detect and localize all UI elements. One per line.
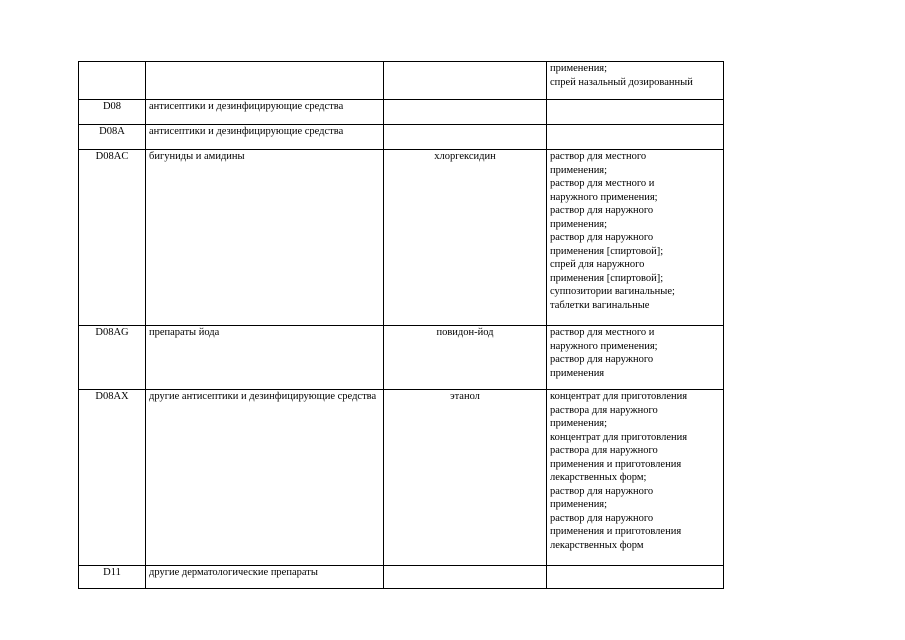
dosage-form-line: раствор для наружного — [550, 354, 654, 365]
dosage-form-line: применения и приготовления — [550, 526, 682, 537]
dosage-form-line: наружного применения; — [550, 340, 658, 352]
anatomical-group-cell: антисептики и дезинфицирующие средства — [146, 125, 384, 150]
dosage-form-line: раствор для местного и — [550, 178, 655, 189]
dosage-form-line: суппозитории вагинальные; — [550, 286, 675, 297]
dosage-form-line: применения; — [550, 499, 608, 510]
dosage-form-line: применения и приготовления — [550, 458, 682, 470]
atc-code-cell: D08AX — [79, 390, 146, 566]
drug-name-cell — [384, 566, 547, 589]
anatomical-group-cell: препараты йода — [146, 326, 384, 390]
dosage-form-line: спрей для наружного — [550, 259, 645, 270]
dosage-form-line: раствор для наружного — [550, 205, 654, 216]
anatomical-group-cell — [146, 62, 384, 100]
table-row — [79, 100, 724, 125]
dosage-form-line: применения; — [550, 218, 608, 230]
atc-code-cell: D11 — [79, 566, 146, 589]
table-row — [79, 150, 724, 326]
dosage-forms-cell — [547, 326, 724, 390]
dosage-form-line: лекарственных форм — [550, 539, 644, 551]
drug-name-cell — [384, 100, 547, 125]
dosage-forms-cell — [547, 125, 724, 150]
dosage-form-line: раствора для наружного — [550, 445, 658, 456]
dosage-form-line: концентрат для приготовления — [550, 391, 688, 402]
dosage-form-line: спрей назальный дозированный — [550, 76, 693, 88]
atc-code-cell — [79, 62, 146, 100]
dosage-form-line: раствор для местного и — [550, 327, 655, 338]
drug-classification-table — [78, 61, 724, 589]
table-row — [79, 62, 724, 100]
anatomical-group-cell: другие антисептики и дезинфицирующие средства — [146, 390, 384, 566]
dosage-form-line: применения — [550, 367, 605, 379]
dosage-form-line: раствора для наружного — [550, 404, 658, 416]
anatomical-group-cell: бигуниды и амидины — [146, 150, 384, 326]
dosage-form-line: наружного применения; — [550, 191, 658, 203]
dosage-forms-cell — [547, 566, 724, 589]
table-body — [79, 62, 724, 589]
table-row — [79, 390, 724, 566]
anatomical-group-cell: антисептики и дезинфицирующие средства — [146, 100, 384, 125]
atc-code-cell: D08AC — [79, 150, 146, 326]
drug-name-cell — [384, 62, 547, 100]
dosage-form-line: концентрат для приготовления — [550, 431, 688, 443]
atc-code-cell: D08A — [79, 125, 146, 150]
dosage-form-line: применения; — [550, 418, 608, 429]
drug-name-cell: повидон-йод — [384, 326, 547, 390]
drug-name-cell — [384, 125, 547, 150]
dosage-form-line: раствор для наружного — [550, 485, 654, 497]
table-row — [79, 125, 724, 150]
dosage-forms-cell — [547, 390, 724, 566]
drug-name-cell: этанол — [384, 390, 547, 566]
drug-name-cell: хлоргексидин — [384, 150, 547, 326]
dosage-form-line: применения; — [550, 63, 608, 74]
dosage-form-line: таблетки вагинальные — [550, 299, 650, 311]
table-row — [79, 326, 724, 390]
dosage-form-line: лекарственных форм; — [550, 472, 647, 483]
dosage-form-line: раствор для наружного — [550, 232, 654, 243]
atc-code-cell: D08 — [79, 100, 146, 125]
dosage-form-line: применения; — [550, 164, 608, 176]
anatomical-group-cell: другие дерматологические препараты — [146, 566, 384, 589]
dosage-form-line: раствор для наружного — [550, 512, 654, 524]
dosage-form-line: применения [спиртовой]; — [550, 245, 664, 257]
dosage-form-line: раствор для местного — [550, 151, 647, 162]
dosage-forms-cell — [547, 100, 724, 125]
dosage-form-line: применения [спиртовой]; — [550, 272, 664, 284]
atc-code-cell: D08AG — [79, 326, 146, 390]
dosage-forms-cell — [547, 150, 724, 326]
table-row — [79, 566, 724, 589]
dosage-forms-cell — [547, 62, 724, 100]
